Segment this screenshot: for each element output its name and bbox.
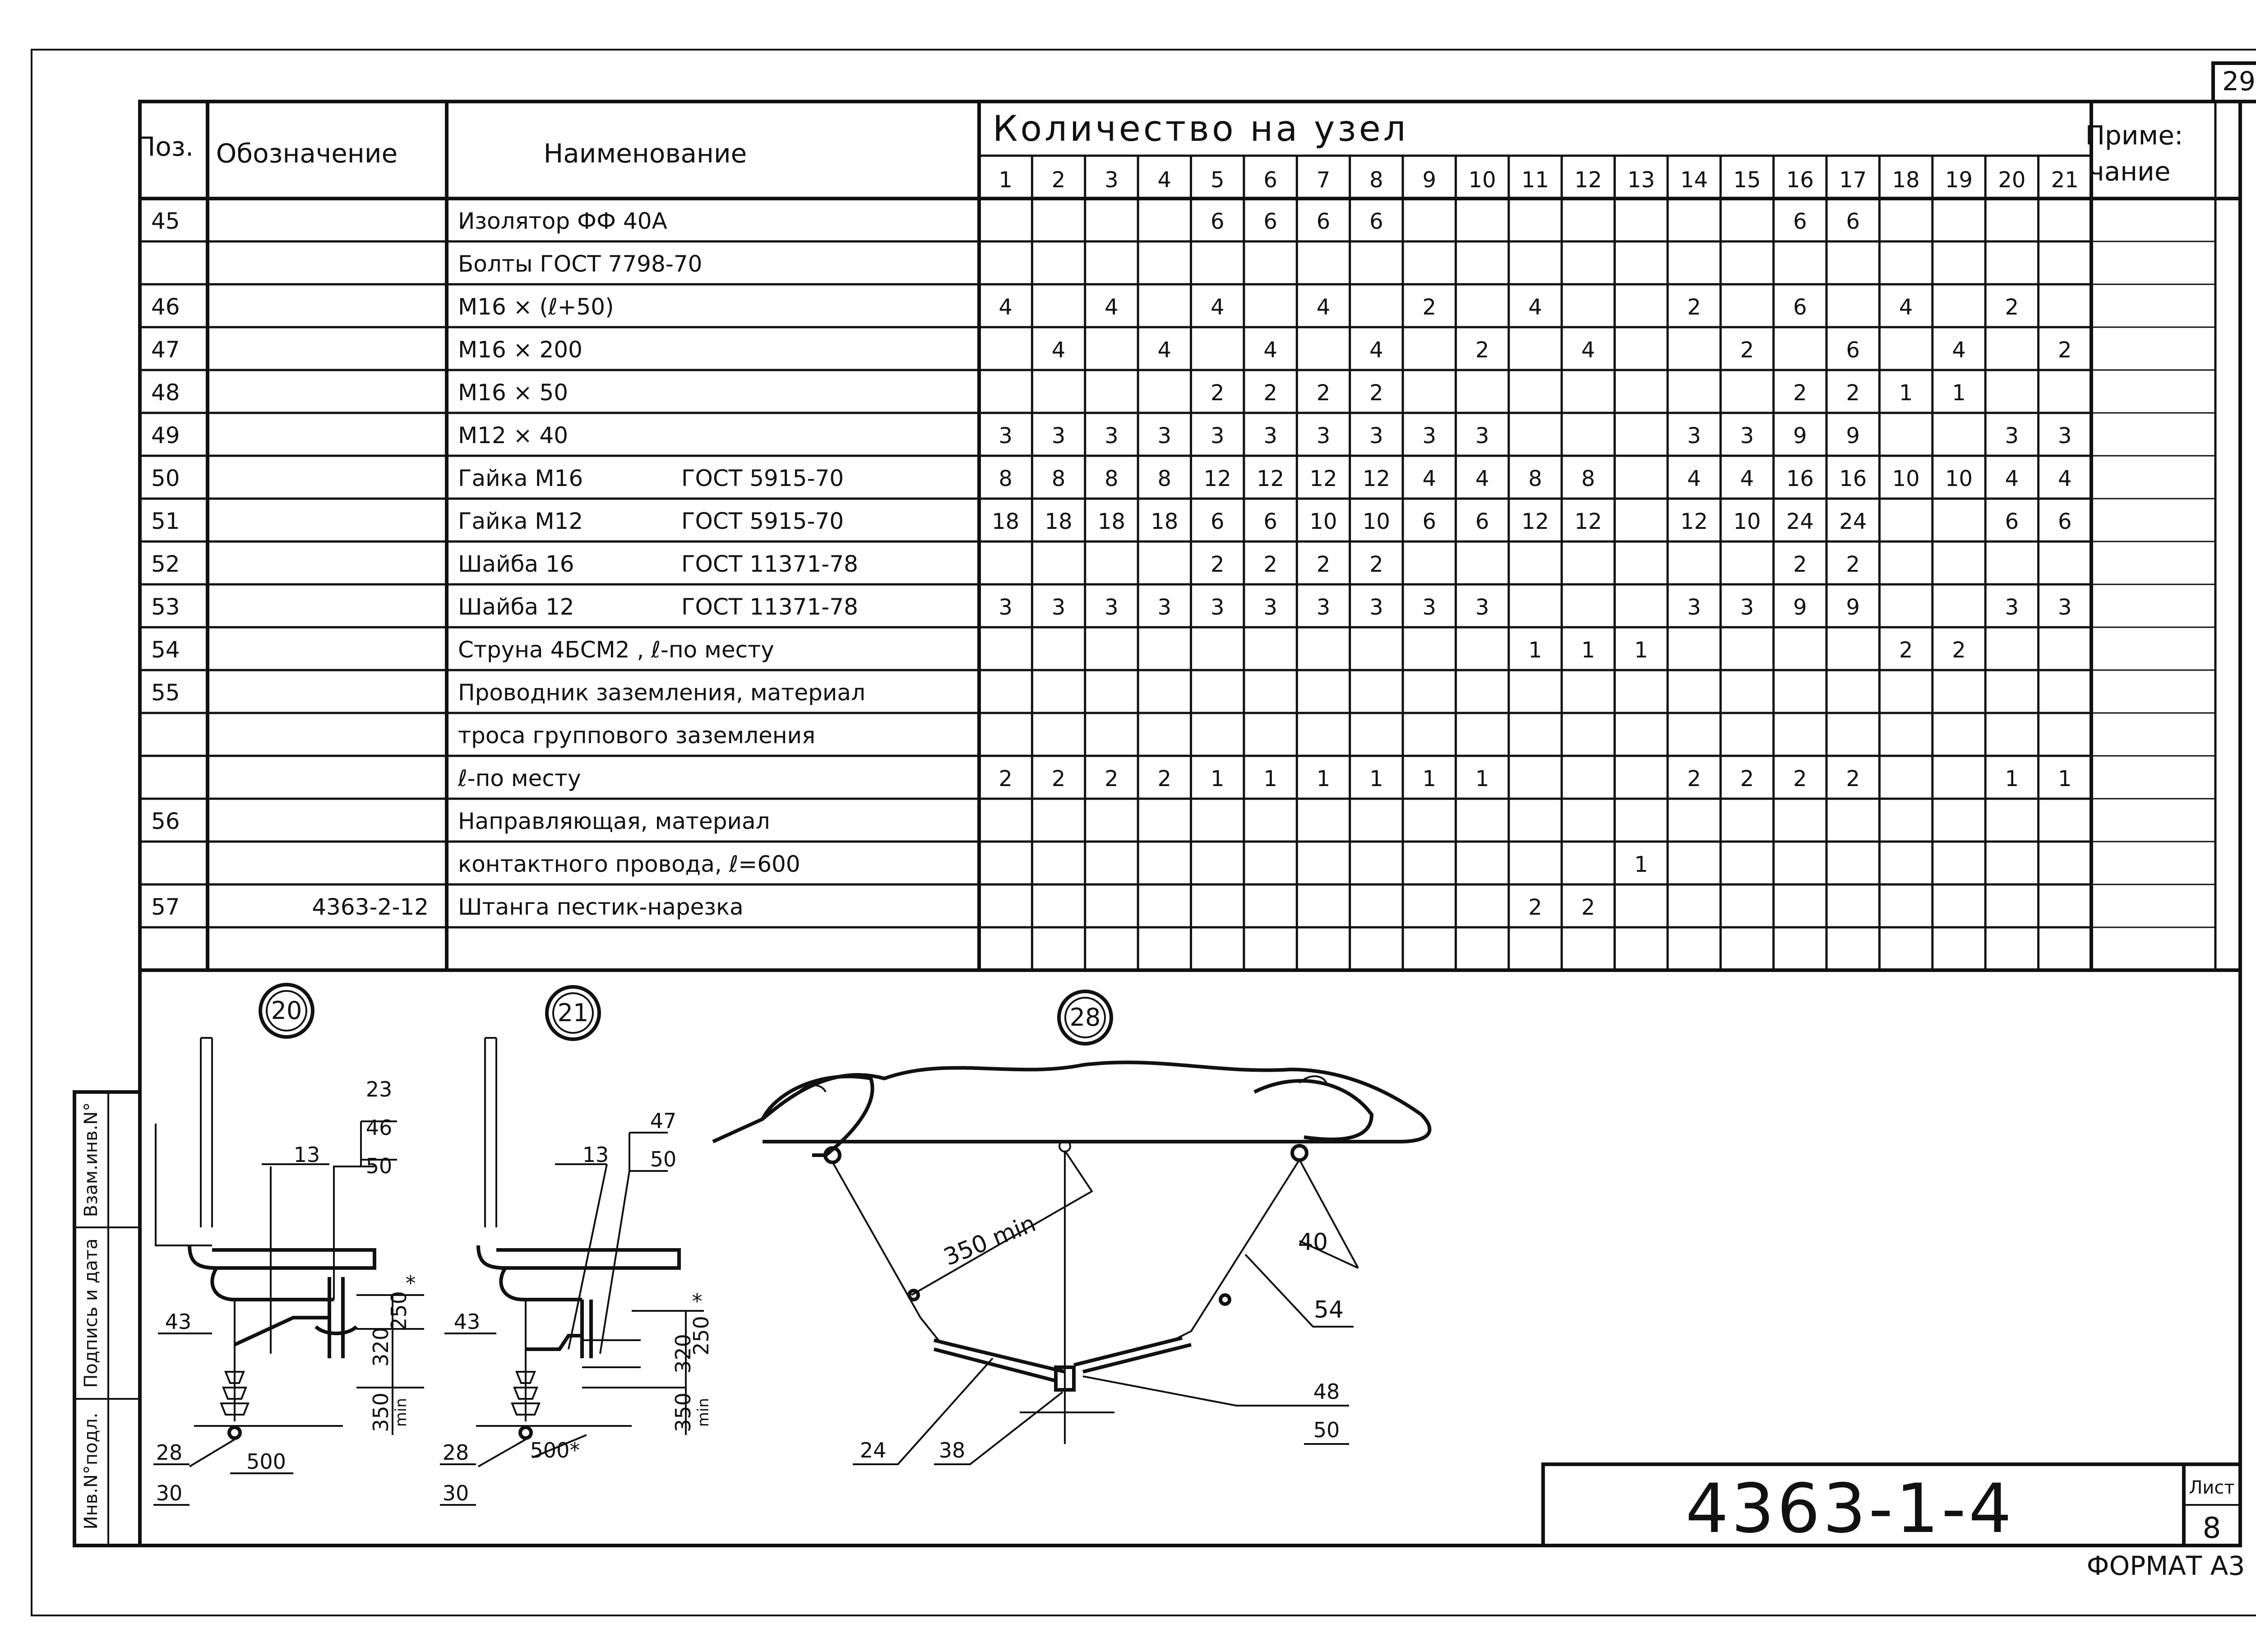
row-qty-cell: 18: [992, 509, 1020, 534]
column-number: 12: [1574, 167, 1602, 193]
d28-label-50: 50: [1313, 1418, 1340, 1442]
d21-label-13: 13: [582, 1143, 609, 1167]
row-qty-cell: 4: [1952, 338, 1966, 363]
row-qty-cell: 1: [2005, 766, 2019, 791]
row-qty-cell: 2: [1316, 552, 1331, 577]
row-qty-cell: 3: [1051, 595, 1066, 620]
spec-table-cells: [151, 167, 2079, 920]
row-name: Гайка М16: [458, 465, 583, 491]
column-number: 18: [1892, 167, 1920, 193]
row-qty-cell: 24: [1839, 509, 1867, 534]
row-name: Гайка М12: [458, 508, 583, 534]
row-qty-cell: 8: [1528, 466, 1542, 491]
d28-label-350: 350 min: [940, 1210, 1040, 1272]
row-name: М12 × 40: [458, 422, 569, 449]
sheet-format: ФОРМАТ А3: [2086, 1550, 2245, 1581]
row-qty-cell: 2: [1528, 895, 1542, 920]
column-number: 4: [1157, 167, 1172, 193]
header-pos: Поз.: [135, 131, 194, 162]
row-qty-cell: 1: [1316, 766, 1331, 791]
header-note-2: чание: [2089, 156, 2171, 187]
d21-dim-350: 350: [671, 1393, 695, 1432]
row-qty-cell: 3: [1316, 423, 1331, 449]
row-name: Шайба 16: [458, 551, 574, 577]
drawing-20: [153, 985, 424, 1505]
row-qty-cell: 1: [1210, 766, 1225, 791]
drawing-21: [440, 987, 713, 1505]
row-qty-cell: 3: [2058, 595, 2072, 620]
row-qty-cell: 3: [1475, 595, 1489, 620]
row-qty-cell: 2: [1422, 295, 1437, 320]
row-qty-cell: 8: [999, 466, 1012, 491]
row-qty-cell: 2: [1793, 766, 1807, 791]
row-qty-cell: 12: [1574, 509, 1602, 534]
row-qty-cell: 3: [1263, 595, 1277, 620]
d21-label-500: 500*: [530, 1438, 580, 1462]
sheet-label: Лист: [2189, 1477, 2235, 1498]
row-qty-cell: 3: [999, 595, 1012, 620]
d28-label-54: 54: [1313, 1296, 1344, 1323]
row-qty-cell: 4: [1369, 338, 1383, 363]
row-qty-cell: 4: [1316, 295, 1331, 320]
row-qty-cell: 3: [1263, 423, 1277, 449]
row-position: 57: [151, 894, 180, 920]
column-number: 5: [1210, 167, 1225, 193]
row-qty-cell: 12: [1309, 466, 1337, 491]
d20-dim-min: min: [392, 1397, 410, 1427]
side-stamp-signature-date: Подпись и дата: [81, 1238, 102, 1388]
row-qty-cell: 4: [1210, 295, 1225, 320]
row-qty-cell: 12: [1203, 466, 1231, 491]
row-qty-cell: 1: [1369, 766, 1383, 791]
column-number: 3: [1105, 167, 1119, 193]
column-number: 2: [1051, 167, 1066, 193]
row-qty-cell: 3: [1475, 423, 1489, 449]
row-qty-cell: 6: [1422, 509, 1437, 534]
row-qty-cell: 9: [1793, 595, 1807, 620]
row-qty-cell: 2: [1687, 295, 1701, 320]
d21-dim-min: min: [694, 1397, 712, 1427]
row-qty-cell: 12: [1680, 509, 1708, 534]
row-qty-cell: 24: [1786, 509, 1814, 534]
row-qty-cell: 6: [1263, 209, 1277, 234]
row-qty-cell: 2: [1581, 895, 1595, 920]
d20-dim-star: *: [405, 1271, 416, 1296]
row-qty-cell: 3: [1740, 595, 1754, 620]
row-qty-cell: 10: [1945, 466, 1973, 491]
row-qty-cell: 9: [1846, 423, 1860, 449]
d21-dim-320: 320: [671, 1334, 695, 1374]
row-qty-cell: 6: [2005, 509, 2019, 534]
row-qty-cell: 3: [1740, 423, 1754, 449]
row-qty-cell: 3: [1687, 423, 1701, 449]
row-qty-cell: 2: [1263, 552, 1277, 577]
row-qty-cell: 4: [999, 295, 1012, 320]
d20-dim-350: 350: [369, 1393, 393, 1432]
row-qty-cell: 10: [1892, 466, 1920, 491]
d28-label-40: 40: [1298, 1229, 1328, 1256]
row-qty-cell: 2: [1475, 338, 1489, 363]
d21-label-30: 30: [442, 1481, 469, 1505]
drawing-21-id: 21: [557, 999, 589, 1027]
row-qty-cell: 2: [2005, 295, 2019, 320]
row-name: Штанга пестик-нарезка: [458, 894, 744, 920]
row-name: троса группового заземления: [458, 722, 816, 749]
title-block: [1543, 1464, 2240, 1548]
row-position: 56: [151, 808, 180, 834]
d21-label-43: 43: [453, 1310, 481, 1334]
row-qty-cell: 4: [1263, 338, 1277, 363]
row-qty-cell: 2: [1740, 766, 1754, 791]
row-qty-cell: 3: [1316, 595, 1331, 620]
row-qty-cell: 2: [1369, 380, 1383, 406]
row-qty-cell: 2: [1952, 638, 1966, 663]
d20-label-13: 13: [293, 1143, 320, 1167]
row-qty-cell: 6: [1369, 209, 1383, 234]
row-qty-cell: 4: [2005, 466, 2019, 491]
row-qty-cell: 2: [1157, 766, 1172, 791]
row-qty-cell: 3: [2005, 595, 2019, 620]
column-number: 17: [1839, 167, 1867, 193]
row-qty-cell: 9: [1846, 595, 1860, 620]
row-qty-cell: 6: [1210, 509, 1225, 534]
row-qty-cell: 1: [1263, 766, 1277, 791]
row-position: 54: [151, 637, 180, 663]
column-number: 1: [999, 167, 1012, 193]
row-name: контактного провода, ℓ=600: [458, 851, 800, 877]
row-position: 53: [151, 594, 180, 620]
column-number: 19: [1945, 167, 1973, 193]
row-qty-cell: 3: [1422, 423, 1437, 449]
row-qty-cell: 6: [1475, 509, 1489, 534]
row-position: 47: [151, 337, 180, 363]
column-number: 10: [1468, 167, 1496, 193]
row-qty-cell: 8: [1105, 466, 1119, 491]
row-qty-cell: 3: [1687, 595, 1701, 620]
row-qty-cell: 1: [1475, 766, 1489, 791]
row-qty-cell: 6: [1210, 209, 1225, 234]
side-stamp-replace-inv: Взам.инв.N°: [81, 1102, 102, 1217]
row-qty-cell: 6: [1793, 295, 1807, 320]
row-qty-cell: 2: [1210, 380, 1225, 406]
row-qty-cell: 3: [1210, 595, 1225, 620]
side-stamp: [74, 1092, 140, 1546]
row-qty-cell: 8: [1051, 466, 1066, 491]
row-qty-cell: 4: [1051, 338, 1066, 363]
row-name: Направляющая, материал: [458, 808, 770, 834]
row-gost: ГОСТ 11371-78: [681, 551, 858, 577]
row-name: Струна 4БСМ2 , ℓ-по месту: [458, 637, 774, 663]
row-qty-cell: 4: [1475, 466, 1489, 491]
column-number: 15: [1733, 167, 1761, 193]
row-qty-cell: 4: [2058, 466, 2072, 491]
row-qty-cell: 1: [1899, 380, 1913, 406]
row-qty-cell: 2: [999, 766, 1012, 791]
row-qty-cell: 18: [1097, 509, 1125, 534]
row-qty-cell: 10: [1362, 509, 1390, 534]
row-qty-cell: 4: [1687, 466, 1701, 491]
row-qty-cell: 2: [1846, 552, 1860, 577]
row-qty-cell: 1: [1634, 638, 1648, 663]
row-qty-cell: 10: [1733, 509, 1761, 534]
row-qty-cell: 12: [1257, 466, 1285, 491]
row-qty-cell: 6: [1846, 209, 1860, 234]
row-position: 48: [151, 379, 180, 406]
row-qty-cell: 2: [1369, 552, 1383, 577]
row-qty-cell: 8: [1581, 466, 1595, 491]
row-qty-cell: 4: [1899, 295, 1913, 320]
d20-label-28: 28: [156, 1440, 183, 1465]
d28-label-48: 48: [1313, 1379, 1340, 1404]
row-position: 50: [151, 465, 180, 491]
d21-label-50: 50: [650, 1147, 677, 1171]
row-name: Болты ГОСТ 7798-70: [458, 251, 703, 277]
row-qty-cell: 12: [1362, 466, 1390, 491]
d20-dim-250: 250: [387, 1291, 411, 1331]
row-qty-cell: 6: [1793, 209, 1807, 234]
d20-label-30: 30: [156, 1481, 183, 1505]
row-qty-cell: 4: [1740, 466, 1754, 491]
d20-label-46: 46: [365, 1115, 393, 1140]
row-qty-cell: 2: [2058, 338, 2072, 363]
row-qty-cell: 10: [1309, 509, 1337, 534]
row-qty-cell: 3: [1105, 595, 1119, 620]
side-stamp-inv-orig: Инв.N°подл.: [81, 1412, 102, 1530]
row-designation: 4363-2-12: [312, 894, 429, 920]
drawing-28: [713, 991, 1429, 1464]
d20-label-43: 43: [165, 1310, 192, 1334]
row-position: 46: [151, 294, 180, 320]
row-qty-cell: 4: [1105, 295, 1119, 320]
row-qty-cell: 2: [1793, 552, 1807, 577]
row-qty-cell: 3: [999, 423, 1012, 449]
sheet-number: 8: [2202, 1512, 2221, 1545]
row-qty-cell: 2: [1051, 766, 1066, 791]
row-position: 49: [151, 422, 180, 449]
column-number: 7: [1316, 167, 1331, 193]
row-qty-cell: 2: [1316, 380, 1331, 406]
row-qty-cell: 3: [1369, 595, 1383, 620]
row-qty-cell: 3: [1157, 595, 1172, 620]
row-qty-cell: 3: [2005, 423, 2019, 449]
row-qty-cell: 12: [1521, 509, 1549, 534]
row-qty-cell: 3: [1051, 423, 1066, 449]
row-gost: ГОСТ 5915-70: [681, 465, 844, 491]
row-qty-cell: 3: [2058, 423, 2072, 449]
d28-label-38: 38: [938, 1438, 966, 1462]
row-qty-cell: 1: [1581, 638, 1595, 663]
row-position: 45: [151, 208, 180, 234]
row-qty-cell: 2: [1793, 380, 1807, 406]
row-name: М16 × (ℓ+50): [458, 294, 614, 320]
drawing-28-id: 28: [1069, 1003, 1101, 1032]
row-qty-cell: 16: [1839, 466, 1867, 491]
row-gost: ГОСТ 5915-70: [681, 508, 844, 534]
row-qty-cell: 9: [1793, 423, 1807, 449]
row-qty-cell: 6: [1846, 338, 1860, 363]
row-qty-cell: 18: [1151, 509, 1179, 534]
row-qty-cell: 8: [1157, 466, 1172, 491]
row-qty-cell: 1: [1528, 638, 1542, 663]
row-qty-cell: 3: [1210, 423, 1225, 449]
row-name: Изолятор ФФ 40А: [458, 208, 667, 234]
page-number: 29: [2222, 66, 2256, 97]
row-qty-cell: 3: [1105, 423, 1119, 449]
row-qty-cell: 4: [1157, 338, 1172, 363]
row-qty-cell: 3: [1422, 595, 1437, 620]
row-qty-cell: 2: [1105, 766, 1119, 791]
row-qty-cell: 2: [1846, 380, 1860, 406]
row-position: 52: [151, 551, 180, 577]
spec-table-grid: [140, 102, 2240, 970]
row-qty-cell: 2: [1263, 380, 1277, 406]
row-qty-cell: 18: [1045, 509, 1073, 534]
row-qty-cell: 1: [1634, 852, 1648, 877]
row-name: Проводник заземления, материал: [458, 680, 865, 706]
d20-label-50: 50: [365, 1154, 393, 1178]
column-number: 9: [1422, 167, 1437, 193]
row-name: М16 × 50: [458, 379, 569, 406]
d21-label-47: 47: [650, 1109, 677, 1133]
column-number: 20: [1998, 167, 2026, 193]
drawing-code: 4363-1-4: [1685, 1470, 2015, 1548]
row-qty-cell: 6: [1316, 209, 1331, 234]
d28-label-24: 24: [860, 1438, 887, 1462]
d20-label-500: 500: [246, 1449, 286, 1474]
row-gost: ГОСТ 11371-78: [681, 594, 858, 620]
row-qty-cell: 3: [1369, 423, 1383, 449]
row-qty-cell: 2: [1210, 552, 1225, 577]
row-qty-cell: 2: [1846, 766, 1860, 791]
column-number: 6: [1263, 167, 1277, 193]
column-number: 11: [1521, 167, 1549, 193]
row-qty-cell: 3: [1157, 423, 1172, 449]
header-note-1: Приме:: [2085, 120, 2183, 151]
header-name: Наименование: [543, 138, 747, 169]
row-name: ℓ-по месту: [458, 765, 581, 791]
d21-dim-250: 250: [689, 1316, 713, 1356]
row-qty-cell: 4: [1422, 466, 1437, 491]
header-designation: Обозначение: [216, 138, 398, 169]
column-number: 14: [1680, 167, 1708, 193]
row-qty-cell: 16: [1786, 466, 1814, 491]
row-qty-cell: 6: [1263, 509, 1277, 534]
row-position: 51: [151, 508, 180, 534]
column-number: 16: [1786, 167, 1814, 193]
d21-label-28: 28: [442, 1440, 469, 1465]
column-number: 21: [2051, 167, 2079, 193]
row-position: 55: [151, 680, 180, 706]
row-name: Шайба 12: [458, 594, 574, 620]
row-name: М16 × 200: [458, 337, 582, 363]
row-qty-cell: 2: [1687, 766, 1701, 791]
drawing-20-id: 20: [271, 996, 302, 1025]
row-qty-cell: 4: [1528, 295, 1542, 320]
row-qty-cell: 1: [1422, 766, 1437, 791]
header-qty: Количество на узел: [993, 109, 1409, 149]
row-qty-cell: 1: [1952, 380, 1966, 406]
column-number: 8: [1369, 167, 1383, 193]
row-qty-cell: 2: [1740, 338, 1754, 363]
row-qty-cell: 4: [1581, 338, 1595, 363]
d20-label-23: 23: [365, 1077, 393, 1101]
row-qty-cell: 1: [2058, 766, 2072, 791]
d20-dim-320: 320: [369, 1327, 393, 1367]
row-qty-cell: 6: [2058, 509, 2072, 534]
d21-dim-star: *: [692, 1289, 703, 1314]
row-qty-cell: 2: [1899, 638, 1913, 663]
column-number: 13: [1627, 167, 1655, 193]
